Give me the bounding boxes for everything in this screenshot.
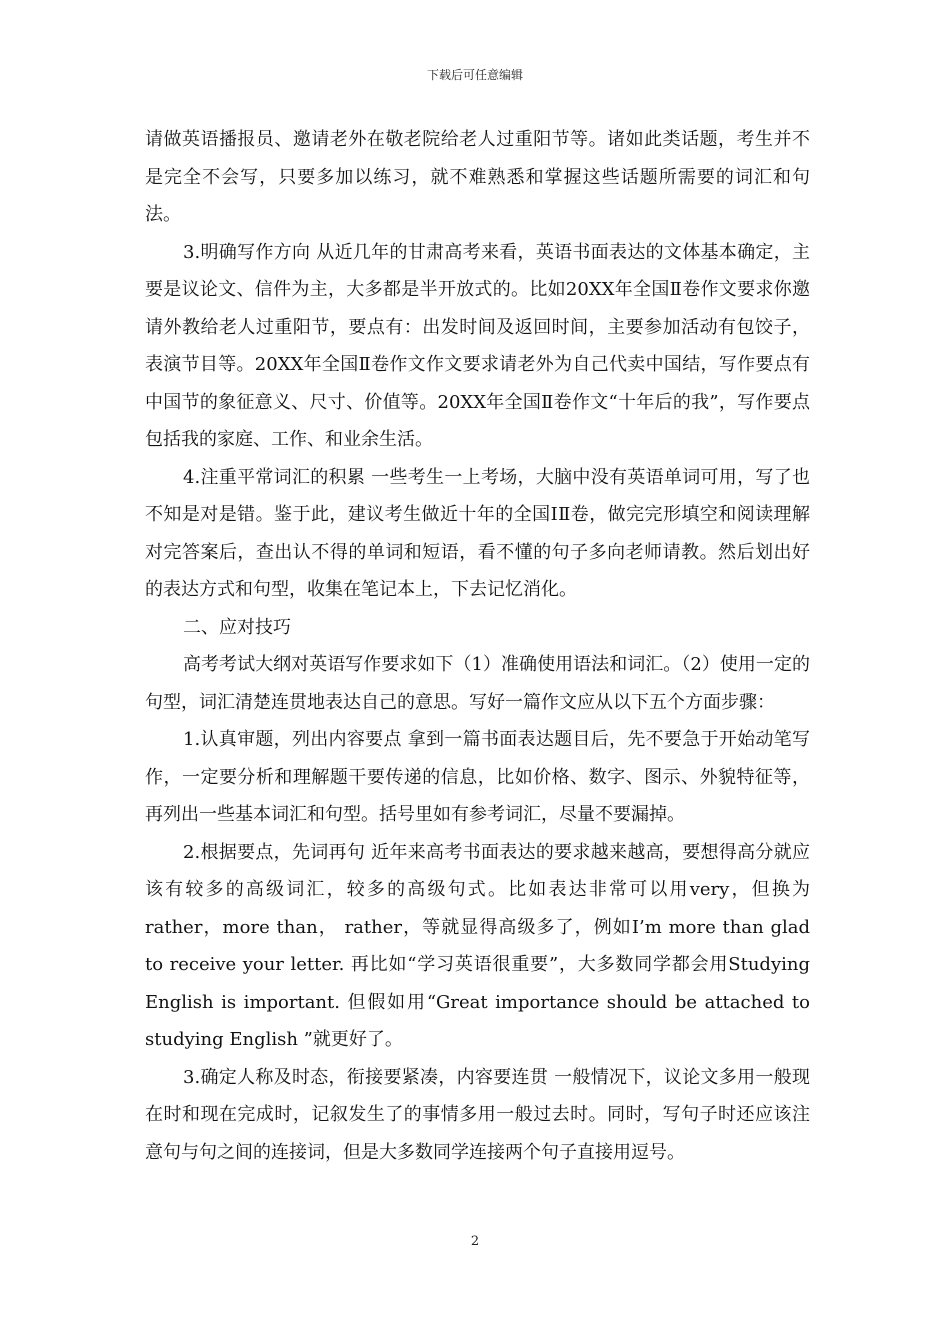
paragraph: 1.认真审题，列出内容要点 拿到一篇书面表达题目后，先不要急于开始动笔写作，一定要分析和理解题干要传递的信息，比如价格、数字、图示、外貌特征等，再列出一些基本词汇和句型。括号里如有参考词汇，尽量不要漏掉。 [145,729,810,825]
paragraph: 请做英语播报员、邀请老外在敬老院给老人过重阳节等。诸如此类话题，考生并不是完全不会写，只要多加以练习，就不难熟悉和掌握这些话题所需要的词汇和句法。 [145,129,810,225]
paragraph: 3.明确写作方向 从近几年的甘肃高考来看，英语书面表达的文体基本确定，主要是议论文、信件为主，大多都是半开放式的。比如20XX年全国Ⅱ卷作文要求你邀请外教给老人过重阳节，要点有：出发时间及返回时间，主要参加活动有包饺子，表演节目等。20XX年全国Ⅱ卷作文作文要求请老外为自己代卖中国结，写作要点有中国节的象征意义、尺寸、价值等。20XX年全国Ⅱ卷作文“十年后的我”，写作要点包括我的家庭、工作、和业余生活。 [145,241,810,450]
paragraph: 3.确定人称及时态，衔接要紧凑，内容要连贯 一般情况下，议论文多用一般现在时和现在完成时，记叙发生了的事情多用一般过去时。同时，写句子时还应该注意句与句之间的连接词，但是大多数同学连接两个句子直接用逗号。 [145,1066,810,1163]
page-number: 2 [470,1234,480,1249]
document-body [145,121,810,1171]
page-header: 下载后可任意编辑 [426,68,523,82]
section-heading: 二、应对技巧 [183,616,291,638]
paragraph: 高考考试大纲对英语写作要求如下（1）准确使用语法和词汇。（2）使用一定的句型，词汇清楚连贯地表达自己的意思。写好一篇作文应从以下五个方面步骤： [145,654,810,713]
paragraph: 2.根据要点，先词再句 近年来高考书面表达的要求越来越高，要想得高分就应该有较多的高级词汇，较多的高级句式。比如表达非常可以用very，但换为rather，more than， rather，等就显得高级多了，例如I’m more than glad to receive your letter. 再比如“学习英语很重要”，大多数同学都会用Studying English is important. 但假如用“Great importance should be attached to studying English ”就更好了。 [145,841,810,1050]
paragraph: 4.注重平常词汇的积累 一些考生一上考场，大脑中没有英语单词可用，写了也不知是对是错。鉴于此，建议考生做近十年的全国ⅠⅡ卷，做完完形填空和阅读理解对完答案后，查出认不得的单词和短语，看不懂的句子多向老师请教。然后划出好的表达方式和句型，收集在笔记本上，下去记忆消化。 [145,466,810,600]
